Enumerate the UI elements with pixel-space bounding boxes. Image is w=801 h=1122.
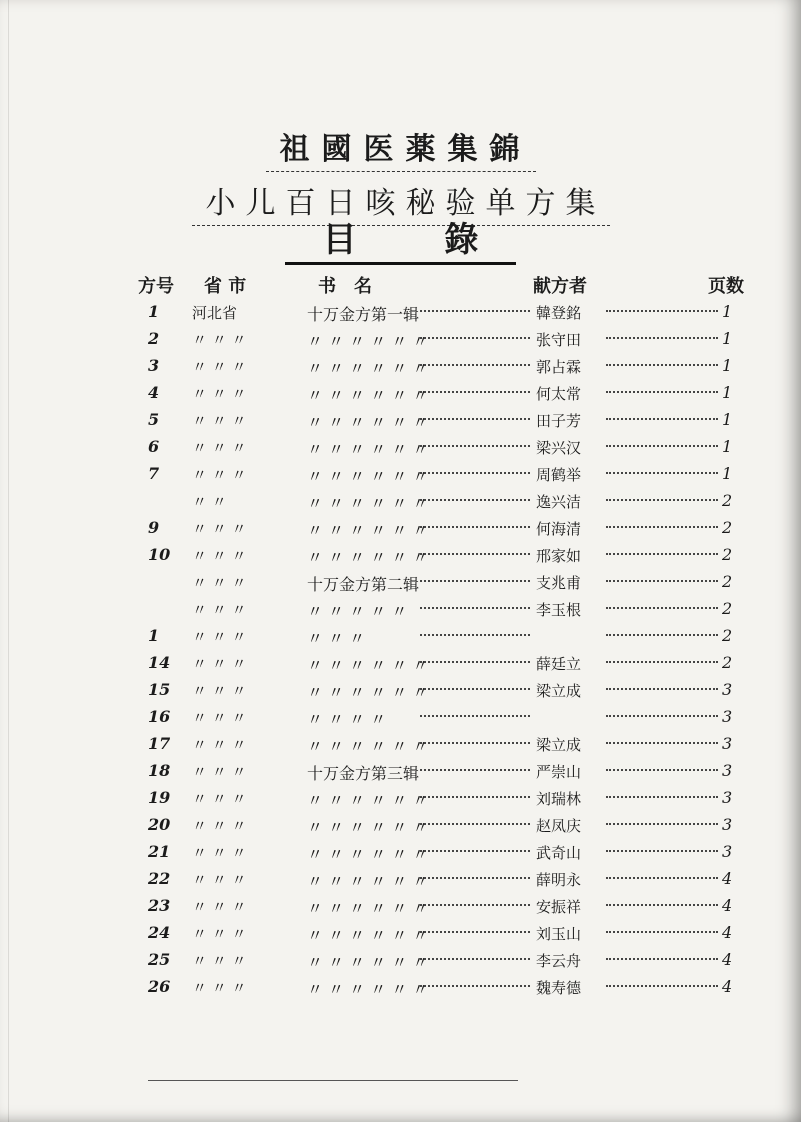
row-donor: 李玉根 — [536, 601, 582, 619]
row-province: 〃 〃 〃 — [192, 844, 247, 862]
row-page: 1 — [722, 356, 733, 375]
row-book: 〃 〃 〃 〃 〃 〃 — [307, 467, 429, 486]
row-book: 〃 〃 〃 〃 〃 〃 — [307, 953, 429, 972]
row-book: 十万金方第三辑 — [307, 764, 420, 783]
row-donor: 邢家如 — [536, 547, 582, 565]
row-donor: 周鹤举 — [536, 466, 582, 484]
leader-dots — [606, 418, 718, 420]
row-page: 1 — [722, 383, 733, 402]
leader-dots — [606, 526, 718, 528]
leader-dots — [606, 850, 718, 852]
row-number: 26 — [148, 977, 171, 996]
table-row — [0, 300, 801, 327]
row-book: 〃 〃 〃 〃 〃 〃 — [307, 980, 429, 999]
leader-dots — [606, 634, 718, 636]
row-page: 4 — [722, 977, 733, 996]
leader-dots — [606, 823, 718, 825]
row-province: 〃 〃 〃 — [192, 763, 247, 781]
table-row — [0, 462, 801, 489]
leader-dots — [606, 337, 718, 339]
table-row — [0, 948, 801, 975]
row-donor: 何海清 — [536, 520, 582, 538]
row-province: 〃 〃 〃 — [192, 682, 247, 700]
row-book: 〃 〃 〃 〃 — [307, 710, 387, 729]
row-number: 22 — [148, 869, 171, 888]
row-number: 15 — [148, 680, 171, 699]
leader-dots — [420, 310, 530, 312]
row-book: 〃 〃 〃 〃 〃 〃 — [307, 818, 429, 837]
row-page: 1 — [722, 464, 733, 483]
row-donor: 刘瑞林 — [536, 790, 582, 808]
row-donor: 刘玉山 — [536, 925, 582, 943]
row-number: 17 — [148, 734, 171, 753]
header-number: 方号 — [138, 276, 174, 297]
leader-dots — [606, 688, 718, 690]
row-book: 〃 〃 〃 〃 〃 〃 — [307, 656, 429, 675]
leader-dots — [420, 850, 530, 852]
row-province: 〃 〃 〃 — [192, 574, 247, 592]
row-number: 5 — [148, 410, 160, 429]
row-number: 1 — [148, 302, 160, 321]
row-book: 十万金方第一辑 — [307, 305, 420, 324]
table-row — [0, 651, 801, 678]
leader-dots — [420, 877, 530, 879]
row-province: 〃 〃 〃 — [192, 439, 247, 457]
table-row — [0, 705, 801, 732]
row-book: 十万金方第二辑 — [307, 575, 420, 594]
leader-dots — [420, 931, 530, 933]
row-page: 4 — [722, 923, 733, 942]
row-donor: 安振祥 — [536, 898, 582, 916]
table-row — [0, 408, 801, 435]
row-book: 〃 〃 〃 〃 〃 〃 — [307, 926, 429, 945]
header-province: 省 市 — [204, 276, 247, 297]
leader-dots — [606, 958, 718, 960]
row-page: 1 — [722, 302, 733, 321]
leader-dots — [606, 499, 718, 501]
row-page: 3 — [722, 788, 733, 807]
row-book: 〃 〃 〃 〃 〃 — [307, 602, 408, 621]
row-number: 6 — [148, 437, 160, 456]
row-number: 3 — [148, 356, 160, 375]
row-number: 7 — [148, 464, 160, 483]
row-province: 〃 〃 〃 — [192, 736, 247, 754]
leader-dots — [420, 742, 530, 744]
leader-dots — [420, 526, 530, 528]
leader-dots — [420, 904, 530, 906]
row-book: 〃 〃 〃 〃 〃 〃 — [307, 737, 429, 756]
row-book: 〃 〃 〃 〃 〃 〃 — [307, 899, 429, 918]
row-page: 4 — [722, 896, 733, 915]
row-donor: 梁立成 — [536, 682, 582, 700]
row-donor: 田子芳 — [536, 412, 582, 430]
row-page: 2 — [722, 518, 733, 537]
row-province: 河北省 — [192, 304, 238, 322]
row-book: 〃 〃 〃 〃 〃 〃 — [307, 386, 429, 405]
table-row — [0, 813, 801, 840]
row-number: 10 — [148, 545, 171, 564]
leader-dots — [606, 931, 718, 933]
row-page: 2 — [722, 626, 733, 645]
leader-dots — [606, 877, 718, 879]
leader-dots — [606, 661, 718, 663]
row-number: 1 — [148, 626, 160, 645]
bottom-divider — [148, 1080, 518, 1081]
row-province: 〃 〃 〃 — [192, 520, 247, 538]
row-page: 3 — [722, 707, 733, 726]
row-page: 2 — [722, 572, 733, 591]
table-row — [0, 759, 801, 786]
row-donor: 支兆甫 — [536, 574, 582, 592]
row-donor: 逸兴洁 — [536, 493, 582, 511]
leader-dots — [606, 364, 718, 366]
book-title: 小儿百日咳秘验单方集 — [0, 178, 801, 222]
leader-dots — [606, 715, 718, 717]
leader-dots — [420, 607, 530, 609]
row-number: 19 — [148, 788, 171, 807]
row-page: 3 — [722, 842, 733, 861]
row-donor: 武奇山 — [536, 844, 582, 862]
row-donor: 梁兴汉 — [536, 439, 582, 457]
row-donor: 薛廷立 — [536, 655, 582, 673]
row-province: 〃 〃 〃 — [192, 709, 247, 727]
row-page: 2 — [722, 599, 733, 618]
leader-dots — [420, 823, 530, 825]
row-book: 〃 〃 〃 〃 〃 〃 — [307, 413, 429, 432]
row-page: 2 — [722, 491, 733, 510]
row-province: 〃 〃 〃 — [192, 925, 247, 943]
leader-dots — [606, 553, 718, 555]
table-row — [0, 921, 801, 948]
row-book: 〃 〃 〃 〃 〃 〃 — [307, 440, 429, 459]
leader-dots — [420, 958, 530, 960]
leader-dots — [606, 580, 718, 582]
row-page: 1 — [722, 329, 733, 348]
table-row — [0, 840, 801, 867]
table-row — [0, 894, 801, 921]
row-number: 18 — [148, 761, 171, 780]
table-row — [0, 975, 801, 1002]
header-donor: 献方者 — [533, 276, 587, 297]
leader-dots — [420, 553, 530, 555]
table-row — [0, 543, 801, 570]
leader-dots — [606, 472, 718, 474]
table-row — [0, 516, 801, 543]
row-page: 2 — [722, 653, 733, 672]
row-number: 24 — [148, 923, 171, 942]
table-row — [0, 867, 801, 894]
row-province: 〃 〃 〃 — [192, 628, 247, 646]
row-number: 4 — [148, 383, 160, 402]
row-number: 21 — [148, 842, 171, 861]
row-donor: 魏寿德 — [536, 979, 582, 997]
toc-heading: 目 錄 — [0, 212, 801, 261]
leader-dots — [606, 904, 718, 906]
row-donor: 韓登銘 — [536, 304, 582, 322]
leader-dots — [420, 580, 530, 582]
row-donor: 张守田 — [536, 331, 582, 349]
table-row — [0, 381, 801, 408]
row-book: 〃 〃 〃 〃 〃 〃 — [307, 872, 429, 891]
row-province: 〃 〃 〃 — [192, 601, 247, 619]
row-page: 3 — [722, 680, 733, 699]
row-page: 3 — [722, 761, 733, 780]
row-province: 〃 〃 〃 — [192, 790, 247, 808]
leader-dots — [420, 661, 530, 663]
row-book: 〃 〃 〃 〃 〃 〃 — [307, 548, 429, 567]
row-page: 3 — [722, 734, 733, 753]
leader-dots — [420, 472, 530, 474]
row-book: 〃 〃 〃 〃 〃 〃 — [307, 332, 429, 351]
row-book: 〃 〃 〃 〃 〃 〃 — [307, 359, 429, 378]
row-donor: 梁立成 — [536, 736, 582, 754]
row-book: 〃 〃 〃 〃 〃 〃 — [307, 683, 429, 702]
leader-dots — [420, 769, 530, 771]
leader-dots — [420, 499, 530, 501]
row-page: 1 — [722, 410, 733, 429]
row-donor: 严崇山 — [536, 763, 582, 781]
row-page: 4 — [722, 869, 733, 888]
series-title: 祖國医薬集錦 — [0, 124, 801, 168]
row-province: 〃 〃 〃 — [192, 871, 247, 889]
leader-dots — [420, 418, 530, 420]
row-book: 〃 〃 〃 — [307, 629, 366, 648]
leader-dots — [420, 634, 530, 636]
leader-dots — [420, 796, 530, 798]
header-page: 页数 — [708, 276, 744, 297]
row-donor: 何太常 — [536, 385, 582, 403]
row-province: 〃 〃 〃 — [192, 412, 247, 430]
table-row — [0, 597, 801, 624]
row-number: 23 — [148, 896, 171, 915]
row-page: 3 — [722, 815, 733, 834]
table-row — [0, 327, 801, 354]
table-row — [0, 354, 801, 381]
header-book: 书名 — [318, 276, 390, 297]
table-of-contents — [0, 300, 801, 1002]
row-province: 〃 〃 〃 — [192, 547, 247, 565]
row-donor: 李云舟 — [536, 952, 582, 970]
table-row — [0, 489, 801, 516]
row-page: 1 — [722, 437, 733, 456]
leader-dots — [420, 391, 530, 393]
row-book: 〃 〃 〃 〃 〃 〃 — [307, 791, 429, 810]
leader-dots — [606, 607, 718, 609]
row-number: 2 — [148, 329, 160, 348]
row-number: 20 — [148, 815, 171, 834]
row-province: 〃 〃 〃 — [192, 952, 247, 970]
table-header — [0, 272, 801, 298]
row-province: 〃 〃 〃 — [192, 385, 247, 403]
row-number: 9 — [148, 518, 160, 537]
leader-dots — [420, 364, 530, 366]
leader-dots — [606, 310, 718, 312]
leader-dots — [420, 985, 530, 987]
table-row — [0, 624, 801, 651]
row-page: 2 — [722, 545, 733, 564]
leader-dots — [606, 445, 718, 447]
row-number: 25 — [148, 950, 171, 969]
leader-dots — [420, 445, 530, 447]
leader-dots — [606, 985, 718, 987]
table-row — [0, 435, 801, 462]
row-province: 〃 〃 〃 — [192, 331, 247, 349]
table-row — [0, 570, 801, 597]
leader-dots — [606, 796, 718, 798]
leader-dots — [420, 337, 530, 339]
row-number: 16 — [148, 707, 171, 726]
row-province: 〃 〃 〃 — [192, 979, 247, 997]
row-number: 14 — [148, 653, 171, 672]
row-page: 4 — [722, 950, 733, 969]
leader-dots — [606, 769, 718, 771]
leader-dots — [606, 391, 718, 393]
leader-dots — [420, 715, 530, 717]
table-row — [0, 732, 801, 759]
row-book: 〃 〃 〃 〃 〃 〃 — [307, 521, 429, 540]
row-province: 〃 〃 〃 — [192, 817, 247, 835]
table-row — [0, 786, 801, 813]
row-province: 〃 〃 〃 — [192, 358, 247, 376]
row-donor: 赵凤庆 — [536, 817, 582, 835]
row-province: 〃 〃 〃 — [192, 655, 247, 673]
row-province: 〃 〃 — [192, 493, 227, 511]
row-book: 〃 〃 〃 〃 〃 〃 — [307, 845, 429, 864]
row-donor: 薛明永 — [536, 871, 582, 889]
row-donor: 郭占霖 — [536, 358, 582, 376]
row-province: 〃 〃 〃 — [192, 898, 247, 916]
table-row — [0, 678, 801, 705]
leader-dots — [420, 688, 530, 690]
row-book: 〃 〃 〃 〃 〃 〃 — [307, 494, 429, 513]
row-province: 〃 〃 〃 — [192, 466, 247, 484]
leader-dots — [606, 742, 718, 744]
